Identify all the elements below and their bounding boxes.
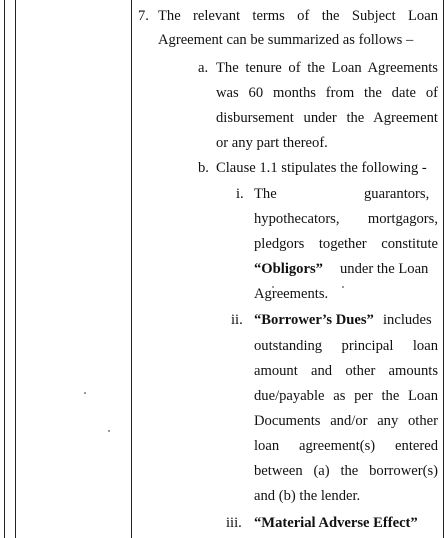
scan-speck bbox=[108, 430, 110, 432]
scan-speck bbox=[84, 392, 86, 394]
paragraph-line: disbursement under the Agreement bbox=[216, 110, 438, 126]
paragraph-line: was 60 months from the date of bbox=[216, 85, 438, 101]
defined-term bbox=[254, 257, 323, 282]
paragraph-line: due/payable as per the Loan bbox=[254, 388, 438, 404]
table-border-column bbox=[131, 0, 132, 538]
paragraph-line: outstanding principal loan bbox=[254, 338, 438, 354]
paragraph-line: Documents and/or any other bbox=[254, 413, 438, 429]
table-border-left bbox=[4, 0, 5, 538]
paragraph-line: pledgors together constitute bbox=[254, 236, 438, 252]
item-letter-b: b. bbox=[198, 160, 209, 176]
paragraph-line: hypothecators, mortgagors, bbox=[254, 211, 438, 227]
table-border-right bbox=[443, 0, 444, 538]
paragraph-line: The relevant terms of the Subject Loan bbox=[158, 8, 438, 24]
paragraph-line: or any part thereof. bbox=[216, 135, 328, 151]
paragraph-line: amount and other amounts bbox=[254, 363, 438, 379]
paragraph-line: loan agreement(s) entered bbox=[254, 438, 438, 454]
defined-term-text: “Borrower’s Dues” bbox=[254, 312, 374, 328]
paragraph-word: under the Loan bbox=[340, 261, 429, 277]
item-roman-iii: iii. bbox=[226, 515, 242, 531]
paragraph-line: and (b) the lender. bbox=[254, 488, 361, 504]
paragraph-line: The tenure of the Loan Agreements bbox=[216, 60, 438, 76]
defined-term bbox=[254, 511, 418, 536]
item-roman-i: i. bbox=[236, 186, 244, 202]
paragraph-line: Agreements. bbox=[254, 286, 329, 302]
paragraph-word: The bbox=[254, 186, 277, 202]
item-number-7: 7. bbox=[138, 8, 149, 24]
defined-term-text: “Material Adverse Effect” bbox=[254, 515, 418, 531]
table-border-inner-left bbox=[15, 0, 16, 538]
paragraph-word: includes bbox=[383, 312, 432, 328]
paragraph-line: Clause 1.1 stipulates the following - bbox=[216, 160, 427, 176]
paragraph-line: Agreement can be summarized as follows – bbox=[158, 32, 414, 48]
paragraph-line: between (a) the borrower(s) bbox=[254, 463, 438, 479]
defined-term-text: “Obligors” bbox=[254, 261, 323, 277]
paragraph-word: guarantors, bbox=[364, 186, 430, 202]
item-letter-a: a. bbox=[198, 60, 209, 76]
item-roman-ii: ii. bbox=[231, 312, 243, 328]
defined-term bbox=[254, 308, 374, 333]
